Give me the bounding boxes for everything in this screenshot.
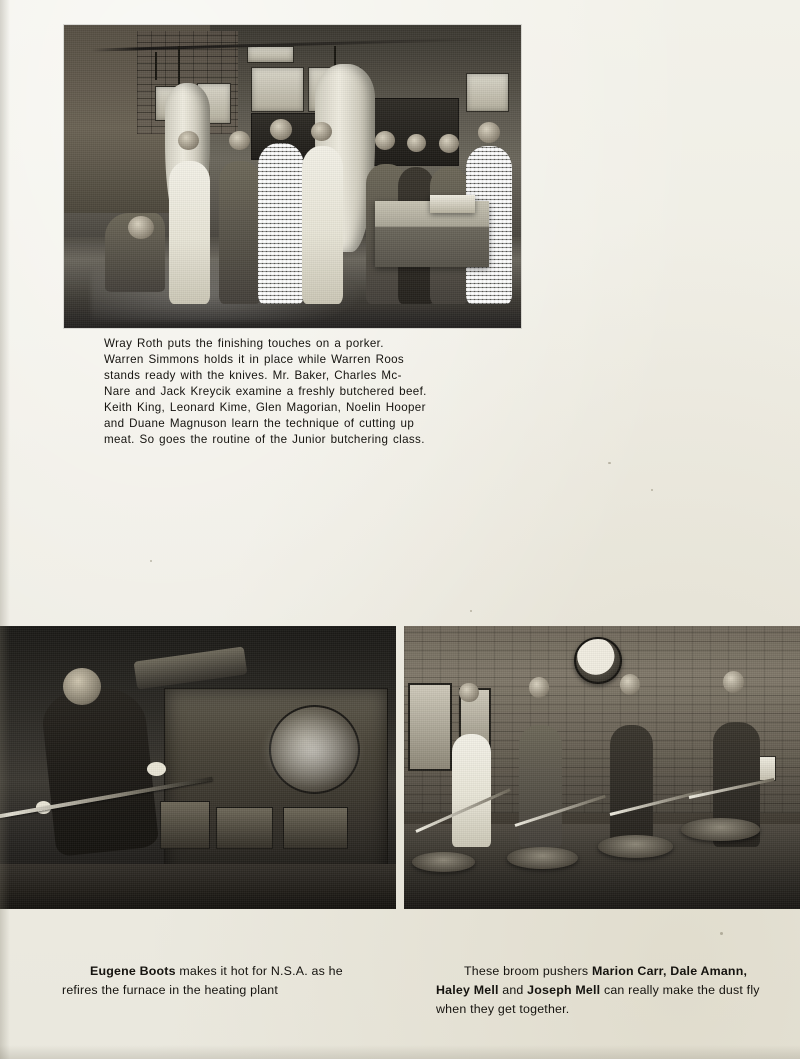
caption-line: Wray Roth puts the finishing touches on a porker. <box>104 337 384 350</box>
caption-conjunction: and <box>498 982 528 997</box>
caption-line: Keith King, Leonard Kime, Glen Magorian, Noelin Hooper <box>104 400 426 414</box>
caption-line: Nare and Jack Kreycik examine a freshly butchered beef. <box>104 384 427 398</box>
caption-furnace <box>62 962 380 1000</box>
caption-text: can really make the dust fly when they get together. <box>436 982 760 1016</box>
caption-text-prefix: These broom pushers <box>464 964 592 978</box>
caption-text: makes it hot for N.S.A. as he refires the furnace in the heating plant <box>62 964 343 997</box>
caption-broom-pushers <box>436 962 766 1019</box>
caption-name-eugene-boots: Eugene Boots <box>90 964 176 978</box>
caption-line: Warren Simmons holds it in place while Warren Roos <box>104 352 405 366</box>
broom-pushers-photo <box>404 626 800 909</box>
caption-name-joseph-mell: Joseph Mell <box>527 982 601 997</box>
caption-butchering-class <box>104 336 464 448</box>
caption-line: and Duane Magnuson learn the technique of cutting up <box>104 416 415 430</box>
butchering-class-photo <box>64 25 521 328</box>
caption-line: meat. So goes the routine of the Junior butchering class. <box>104 432 425 446</box>
caption-line: stands ready with the knives. Mr. Baker, Charles Mc- <box>104 368 402 382</box>
wall-clock-icon <box>574 637 622 683</box>
furnace-photo <box>0 626 396 909</box>
caption-names-bold: Marion Carr, Dale Amann, Haley Mell <box>436 964 748 997</box>
